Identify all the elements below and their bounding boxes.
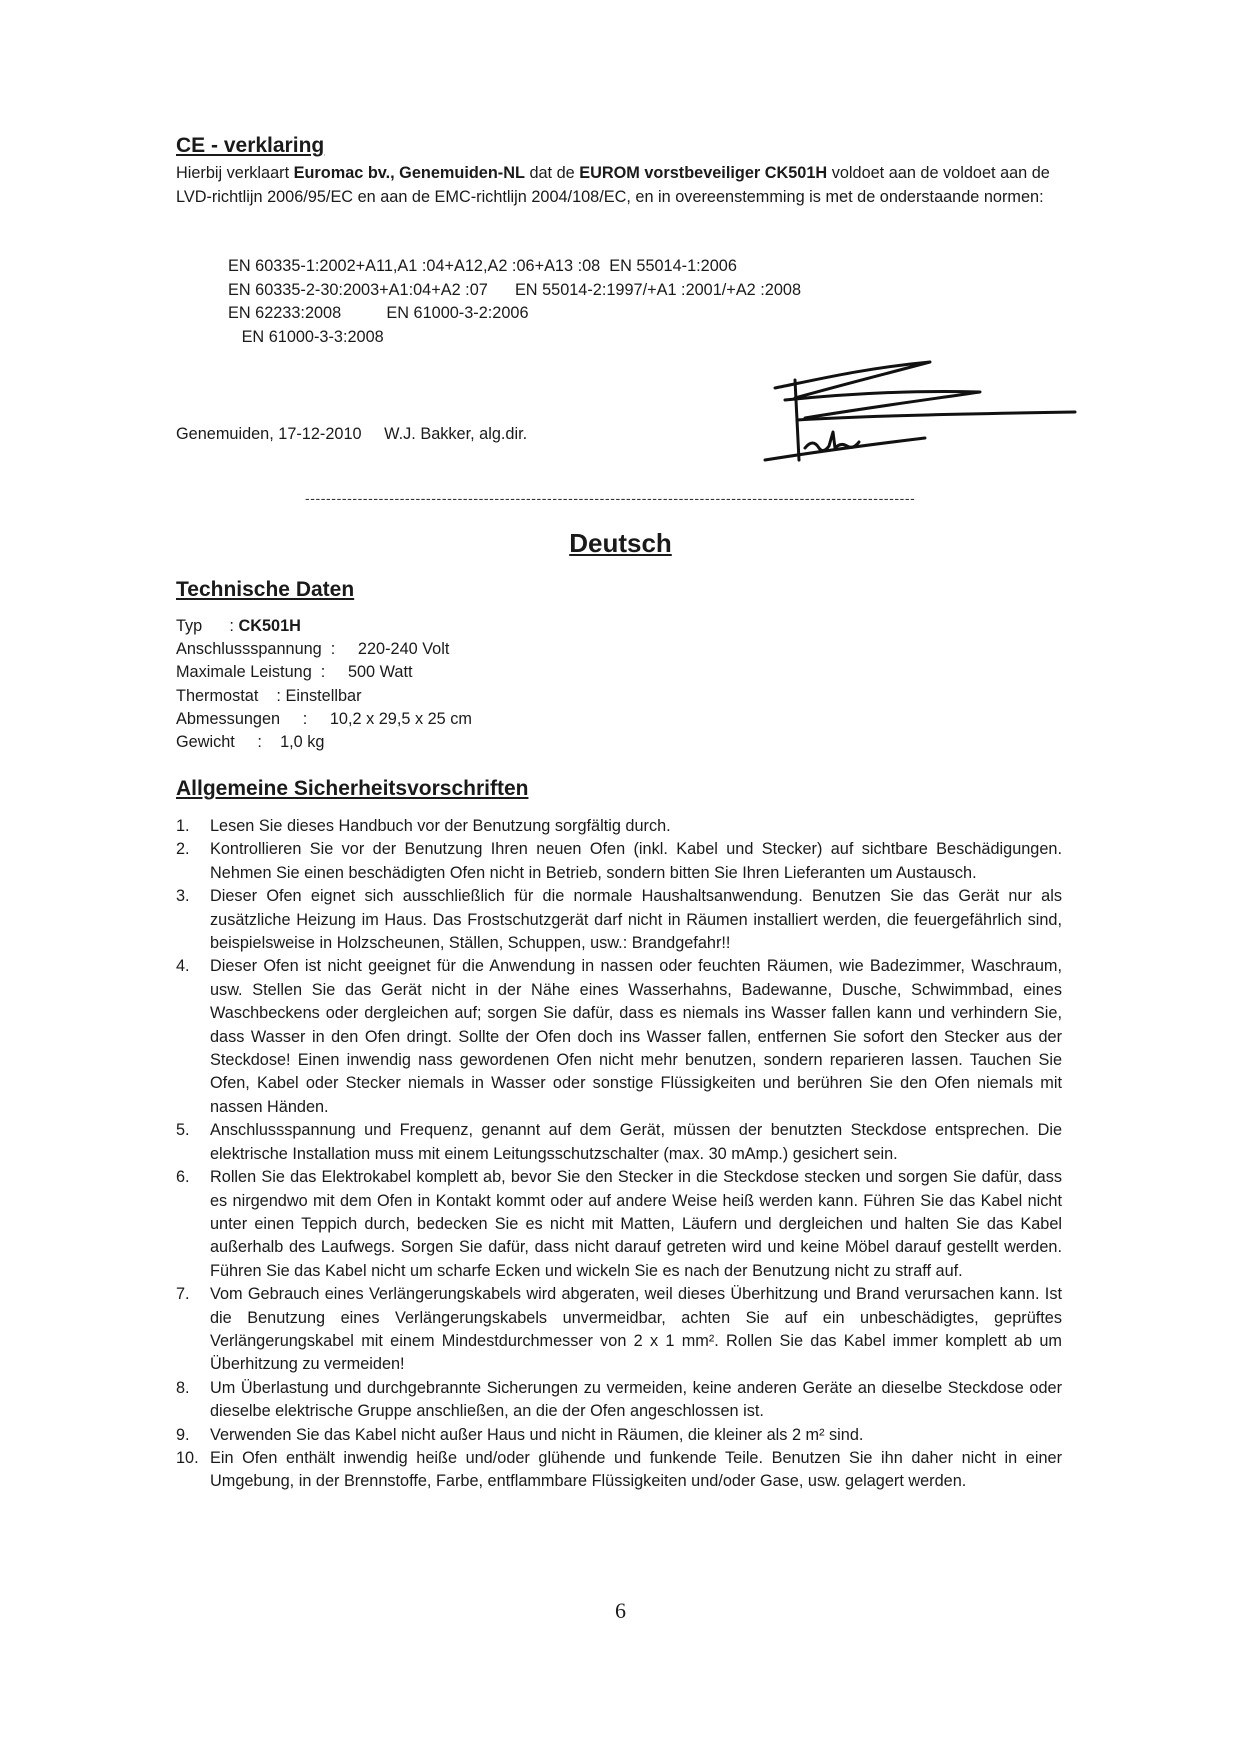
tech-value: 1,0 kg: [280, 733, 325, 752]
safety-item-number: 7.: [176, 1285, 190, 1304]
safety-item-text: Verwenden Sie das Kabel nicht außer Haus und nicht in Räumen, die kleiner als 2 m² sind.: [210, 1425, 864, 1444]
ce-declaration-heading: CE - verklaring: [176, 134, 325, 157]
tech-value: 10,2 x 29,5 x 25 cm: [329, 709, 472, 728]
safety-item-text: Dieser Ofen eignet sich ausschließlich für die normale Haushaltsanwendung. Benutzen Sie das Gerät nur als zusätzliche Heizung im Haus. Das Frostschutzgerät darf nicht in Räumen installiert werden, die feuergefährlich sind, beispielsweise in Holzscheunen, Ställen, Schuppen, usw.: Brandgefahr!!: [210, 887, 1062, 953]
safety-item: [176, 1447, 1062, 1494]
safety-item-text: Lesen Sie dieses Handbuch vor der Benutzung sorgfältig durch.: [210, 817, 671, 835]
tech-row-power: [176, 661, 472, 684]
ce-product-name: EUROM vorstbeveiliger CK501H: [579, 164, 828, 182]
technical-data-list: [176, 615, 472, 754]
safety-item: [176, 1424, 1062, 1447]
tech-value: CK501H: [238, 617, 301, 635]
safety-item-text: Kontrollieren Sie vor der Benutzung Ihren neuen Ofen (inkl. Kabel und Stecker) auf sichtbare Beschädigungen. Nehmen Sie einen beschädigten Ofen nicht in Betrieb, sondern bitten Sie Ihren Lieferanten um Austausch.: [210, 840, 1062, 882]
tech-value: 500 Watt: [347, 663, 413, 682]
norm-line: EN 60335-2-30:2003+A1:04+A2 :07 EN 55014-2:1997/+A1 :2001/+A2 :2008: [228, 280, 801, 299]
safety-item-text: Um Überlastung und durchgebrannte Sicherungen zu vermeiden, keine anderen Geräte an dieselbe Steckdose oder dieselbe elektrische Gruppe anschließen, an die der Ofen angeschlossen ist.: [210, 1378, 1062, 1421]
tech-row-dimensions: [176, 708, 472, 731]
safety-item: [176, 815, 1062, 838]
safety-item: [176, 955, 1062, 1119]
safety-item-text: Vom Gebrauch eines Verlängerungskabels wird abgeraten, weil dieses Überhitzung und Brand verursachen kann. Ist die Benutzung eines Verlängerungskabels unvermeidbar, achten Sie auf ein unbeschädigtes, geprüftes Verlängerungskabel mit einem Mindestdurchmesser von 2 x 1 mm². Rollen Sie das Kabel immer komplett ab um Überhitzung zu vermeiden!: [210, 1285, 1062, 1374]
norm-line: EN 62233:2008 EN 61000-3-2:2006: [228, 304, 529, 322]
tech-row-weight: [176, 731, 472, 754]
safety-item: [176, 1119, 1062, 1166]
safety-item: [176, 885, 1062, 955]
tech-row-thermostat: [176, 685, 472, 708]
safety-item-number: 1.: [176, 817, 190, 835]
ce-intro-mid: dat de: [524, 164, 580, 182]
handwritten-signature: [755, 360, 1080, 465]
tech-label: Typ :: [176, 617, 239, 635]
tech-label: Thermostat :: [176, 686, 286, 705]
ce-company-name: Euromac bv., Genemuiden-NL: [293, 164, 525, 182]
safety-item-number: 9.: [176, 1425, 190, 1444]
norm-line: EN 61000-3-3:2008: [228, 327, 384, 346]
safety-item-number: 5.: [176, 1121, 190, 1140]
tech-label: Gewicht :: [176, 733, 281, 752]
safety-heading: Allgemeine Sicherheitsvorschriften: [176, 777, 529, 800]
safety-item-number: 2.: [176, 840, 190, 859]
tech-value: 220-240 Volt: [357, 640, 450, 659]
safety-item-text: Ein Ofen enthält inwendig heiße und/oder glühende und funkende Teile. Benutzen Sie ihn daher nicht in einer Umgebung, in der Brennstoffe, Farbe, entflammbare Flüssigkeiten und/oder Gase, usw. gelagert werden.: [210, 1448, 1062, 1491]
tech-label: Anschlussspannung :: [176, 640, 358, 659]
safety-item-number: 4.: [176, 957, 190, 976]
section-divider: --------------------------------------------------------------------------------------------------------------------: [305, 490, 916, 506]
tech-value: Einstellbar: [285, 686, 362, 705]
place-date-signatory: Genemuiden, 17-12-2010 W.J. Bakker, alg.dir.: [176, 425, 528, 443]
safety-item-text: Rollen Sie das Elektrokabel komplett ab, bevor Sie den Stecker in die Steckdose stecken und sorgen Sie dafür, dass es nirgendwo mit dem Ofen in Kontakt kommt oder auf andere Weise heiß werden kann. Führen Sie das Kabel nicht unter einen Teppich durch, bedecken Sie es nicht mit Matten, Läufern und dergleichen und halten Sie das Kabel außerhalb des Laufwegs. Sorgen Sie dafür, dass nicht darauf getreten wird und keine Möbel darauf gestellt werden. Führen Sie das Kabel nicht um scharfe Ecken und wickeln Sie es nach der Benutzung nicht zu straff auf.: [210, 1168, 1062, 1280]
tech-row-voltage: [176, 638, 472, 661]
safety-item: [176, 1377, 1062, 1424]
safety-item-text: Anschlussspannung und Frequenz, genannt auf dem Gerät, müssen der benutzten Steckdose entsprechen. Die elektrische Installation muss mit einem Leitungsschutzschalter (max. 30 mAmp.) gesichert sein.: [210, 1121, 1062, 1163]
safety-item-number: 3.: [176, 887, 190, 906]
technical-data-heading: Technische Daten: [176, 578, 355, 601]
page-number: 6: [615, 1598, 626, 1623]
safety-item: [176, 1166, 1062, 1283]
safety-item: [176, 838, 1062, 885]
safety-instructions-list: [176, 815, 1062, 1494]
safety-item-number: 10.: [176, 1448, 199, 1467]
tech-label: Maximale Leistung :: [176, 663, 348, 682]
safety-item: [176, 1283, 1062, 1377]
ce-declaration-text: [176, 162, 1076, 209]
norm-line: EN 60335-1:2002+A11,A1 :04+A12,A2 :06+A13 :08 EN 55014-1:2006: [228, 257, 737, 275]
language-heading: Deutsch: [569, 528, 672, 558]
safety-item-number: 6.: [176, 1168, 190, 1187]
tech-row-type: [176, 615, 472, 638]
safety-item-number: 8.: [176, 1378, 190, 1397]
ce-intro-rest: voldoet aan de voldoet aan de LVD-richtlijn 2006/95/EC en aan de EMC-richtlijn 2004/108/EC, en in overeenstemming is met de onderstaande normen:: [176, 164, 1050, 206]
safety-item-text: Dieser Ofen ist nicht geeignet für die Anwendung in nassen oder feuchten Räumen, wie Badezimmer, Waschraum, usw. Stellen Sie das Gerät nicht in der Nähe eines Wasserhahns, Badewanne, Dusche, Schwimmbad, eines Waschbeckens oder dergleichen auf; sorgen Sie dafür, dass es niemals ins Wasser fallen kann und verhindern Sie, dass Wasser in den Ofen dringt. Sollte der Ofen doch ins Wasser fallen, entfernen Sie sofort den Stecker aus der Steckdose! Einen inwendig nass gewordenen Ofen nicht mehr benutzen, sondern reparieren lassen. Tauchen Sie Ofen, Kabel oder Stecker niemals in Wasser oder sonstige Flüssigkeiten und berühren Sie den Ofen niemals mit nassen Händen.: [210, 957, 1062, 1116]
ce-intro-prefix: Hierbij verklaart: [176, 164, 294, 182]
tech-label: Abmessungen :: [176, 709, 330, 728]
norms-list: [228, 255, 801, 349]
